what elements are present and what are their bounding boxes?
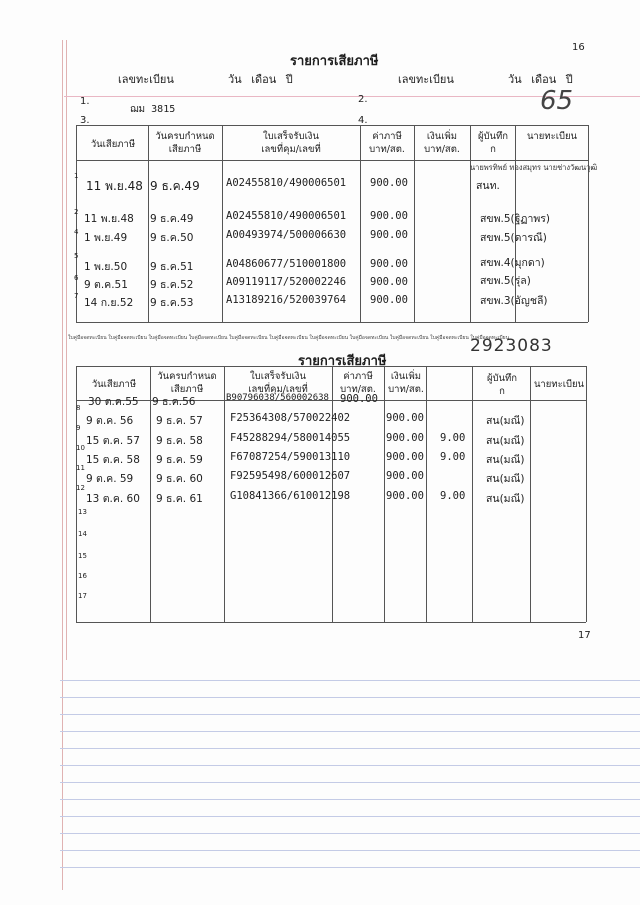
- table2-border: [530, 366, 531, 622]
- perforation-text: ใบคู่มือจดทะเบียน ใบคู่มือจดทะเบียน ใบคู่มือจดทะเบียน ใบคู่มือจดทะเบียน ใบคู่มือจดทะเบียน ใบคู่มือจดทะเบียน ใบคู่มือจดทะเบียน ใบคู่มือจดทะเบียน ใบคู่มือจดทะเบียน ใบคู่มือจดทะเบียน ใบคู่มือจดทะเบียน: [68, 335, 510, 341]
- ruled-line: [60, 748, 640, 749]
- recorder: สขพ.5(ดารณี): [480, 232, 547, 244]
- tax-amount: 900.00: [386, 470, 424, 482]
- ruled-line: [60, 799, 640, 800]
- t1-col-tax: ค่าภาษี บาท/สต.: [369, 131, 405, 155]
- empty-row-number: 15: [78, 552, 87, 560]
- empty-row-number: 17: [78, 592, 87, 600]
- header-left-date: วัน เดือน ปี: [228, 73, 293, 86]
- recorder: สน(มณี): [486, 493, 525, 505]
- ruled-line: [60, 867, 640, 868]
- tax-amount: 900.00: [370, 177, 408, 189]
- row-number: 10: [76, 444, 85, 452]
- extra-amount: 9.00: [440, 451, 466, 463]
- header-left-reg: เลขทะเบียน: [118, 73, 174, 86]
- receipt-number: A02455810/490006501: [226, 177, 347, 189]
- empty-row-number: 13: [78, 508, 87, 516]
- margin-line: [62, 660, 63, 890]
- table2-border: [586, 366, 587, 622]
- row-number: 9: [76, 424, 81, 432]
- due-date: 9 ธ.ค.51: [150, 261, 194, 273]
- due-date: 9 ธ.ค.53: [150, 297, 194, 309]
- paid-date: 9 ต.ค.51: [84, 279, 128, 291]
- paid-date: 13 ต.ค. 60: [86, 493, 140, 505]
- section2-title: รายการเสียภาษี: [298, 354, 387, 369]
- t2-col-registrar: นายทะเบียน: [533, 379, 585, 390]
- paid-date: 30 ต.ค.55: [88, 396, 139, 408]
- row-number: 1: [74, 172, 79, 180]
- due-date: 9 ธ.ค.49: [150, 213, 194, 225]
- due-date: 9 ธ.ค.49: [150, 179, 200, 193]
- ruled-line: [60, 833, 640, 834]
- table1-border: [76, 125, 588, 126]
- receipt-number: A00493974/500006630: [226, 229, 347, 241]
- ruled-line: [60, 816, 640, 817]
- receipt-number: A02455810/490006501: [226, 210, 347, 222]
- table1-border: [148, 125, 149, 322]
- due-date: 9 ธ.ค.56: [152, 396, 196, 408]
- receipt-number: F45288294/580014055: [230, 432, 351, 444]
- ruled-line: [60, 765, 640, 766]
- due-date: 9 ธ.ค. 61: [156, 493, 203, 505]
- table2-border: [224, 366, 225, 622]
- paid-date: 15 ต.ค. 57: [86, 435, 140, 447]
- receipt-number: F92595498/600012607: [230, 470, 351, 482]
- table1-border: [588, 125, 589, 322]
- paid-date: 14 ก.ย.52: [84, 297, 134, 309]
- t1-col-extra: เงินเพิ่ม บาท/สต.: [424, 131, 460, 155]
- row-number: 7: [74, 292, 79, 300]
- header-right-reg: เลขทะเบียน: [398, 73, 454, 86]
- paid-date: 1 พ.ย.50: [84, 261, 128, 273]
- extra-amount: 9.00: [440, 490, 466, 502]
- due-date: 9 ธ.ค. 58: [156, 435, 203, 447]
- row3-num: 3.: [80, 115, 90, 126]
- table2-border: [384, 366, 385, 622]
- table1-border: [470, 125, 471, 322]
- due-date: 9 ธ.ค. 57: [156, 415, 203, 427]
- receipt-number: A13189216/520039764: [226, 294, 347, 306]
- t2-col-due: วันครบกำหนด เสียภาษี: [157, 371, 217, 395]
- tax-amount: 900.00: [386, 451, 424, 463]
- row-number: 4: [74, 228, 79, 236]
- table1-border: [414, 125, 415, 322]
- due-date: 9 ธ.ค. 59: [156, 454, 203, 466]
- tax-amount: 900.00: [386, 412, 424, 424]
- ruled-line: [60, 714, 640, 715]
- table1-border: [222, 125, 223, 322]
- paid-date: 11 พ.ย.48: [86, 179, 143, 193]
- recorder: สขพ.5(รุ่ล): [480, 275, 531, 287]
- row4-num: 4.: [358, 115, 368, 126]
- t2-col-paid: วันเสียภาษี: [91, 379, 137, 390]
- row1-value: ฌม 3815: [130, 104, 176, 115]
- row-number: 5: [74, 252, 79, 260]
- row2-num: 2.: [358, 94, 368, 105]
- receipt-number: A04860677/510001800: [226, 258, 347, 270]
- table2-border: [76, 366, 586, 367]
- recorder: สน(มณี): [486, 473, 525, 485]
- page-number-top: 16: [572, 42, 585, 53]
- receipt-number: F25364308/570022402: [230, 412, 351, 424]
- handwritten-mark: 65: [540, 86, 574, 116]
- recorder: สขพ.5(ฐิฏาพร): [480, 213, 551, 225]
- section1-title: รายการเสียภาษี: [290, 54, 379, 69]
- receipt-number: A09119117/520002246: [226, 276, 347, 288]
- row-number: 12: [76, 484, 85, 492]
- ruled-line: [60, 680, 640, 681]
- table2-border: [76, 622, 586, 623]
- paid-date: 1 พ.ย.49: [84, 232, 128, 244]
- t1-col-receipt: ใบเสร็จรับเงิน เลขที่คุม/เลขที่: [261, 131, 321, 155]
- t1-col-registrar: นายทะเบียน: [526, 131, 578, 142]
- tax-amount: 900.00: [370, 229, 408, 241]
- tax-amount: 900.00: [370, 276, 408, 288]
- serial-number: 2923083: [470, 336, 553, 356]
- table2-border: [472, 366, 473, 622]
- due-date: 9 ธ.ค.50: [150, 232, 194, 244]
- empty-row-number: 16: [78, 572, 87, 580]
- margin-line: [62, 40, 63, 660]
- tax-amount: 900.00: [386, 490, 424, 502]
- paid-date: 15 ต.ค. 58: [86, 454, 140, 466]
- t1-col-recorder: ผู้บันทึก ก: [477, 131, 509, 155]
- row1-num: 1.: [80, 96, 90, 107]
- tax-amount: 900.00: [370, 258, 408, 270]
- table1-border: [76, 160, 588, 161]
- t2-col-tax: ค่าภาษี บาท/สต.: [340, 371, 376, 395]
- table1-border: [360, 125, 361, 322]
- paid-date: 9 ต.ค. 56: [86, 415, 134, 427]
- recorder: สขพ.3(อัญชลี): [480, 295, 548, 307]
- due-date: 9 ธ.ค. 60: [156, 473, 203, 485]
- paid-date: 11 พ.ย.48: [84, 213, 134, 225]
- ruled-line: [60, 782, 640, 783]
- receipt-number: G10841366/610012198: [230, 490, 351, 502]
- recorder: สน(มณี): [486, 454, 525, 466]
- empty-row-number: 14: [78, 530, 87, 538]
- ruled-line: [60, 731, 640, 732]
- due-date: 9 ธ.ค.52: [150, 279, 194, 291]
- row-number: 2: [74, 208, 79, 216]
- table2-border: [426, 366, 427, 622]
- t2-col-recorder: ผู้บันทึก ก: [486, 373, 518, 397]
- recorder: สน(มณี): [486, 415, 525, 427]
- header-right-date: วัน เดือน ปี: [508, 73, 573, 86]
- t2-col-receipt: ใบเสร็จรับเงิน เลขที่คุม/เลขที่: [248, 371, 308, 395]
- recorder: สขพ.4(มุกดา): [480, 257, 545, 269]
- extra-amount: 9.00: [440, 432, 466, 444]
- row-number: 11: [76, 464, 85, 472]
- row-number: 8: [76, 404, 81, 412]
- tax-amount: 900.00: [370, 294, 408, 306]
- ruled-line: [60, 850, 640, 851]
- recorder: สน(มณี): [486, 435, 525, 447]
- recorder: สนท.: [476, 180, 500, 192]
- t2-col-extra: เงินเพิ่ม บาท/สต.: [388, 371, 424, 395]
- t1-col-paid: วันเสียภาษี: [90, 139, 136, 150]
- table1-border: [76, 322, 588, 323]
- ruled-line: [60, 697, 640, 698]
- receipt-number: F67087254/590013110: [230, 451, 351, 463]
- t1-col-due: วันครบกำหนด เสียภาษี: [155, 131, 215, 155]
- table2-border: [150, 366, 151, 622]
- page-number-mid: 17: [578, 630, 591, 641]
- tax-amount: 900.00: [386, 432, 424, 444]
- row-number: 6: [74, 274, 79, 282]
- margin-line: [66, 40, 67, 660]
- paid-date: 9 ต.ค. 59: [86, 473, 134, 485]
- official-stamp: นายพรทิพย์ ทองสมุทร นายช่างวัฒนวุฒิ: [470, 163, 598, 172]
- tax-amount: 900.00: [370, 210, 408, 222]
- tax-amount: 900.00: [340, 393, 378, 405]
- receipt-number: B90796038/560002638: [226, 393, 329, 403]
